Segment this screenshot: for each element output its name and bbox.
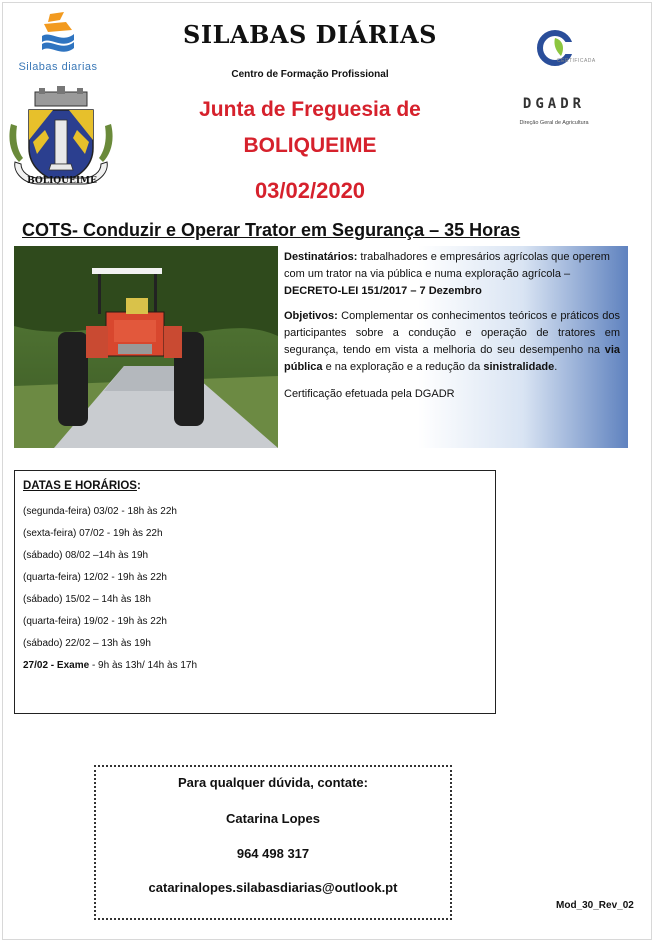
silabas-logo-caption: Silabas diarias [18, 61, 98, 73]
recipients-text: trabalhadores e empresários agrícolas que operem com um trator na via pública e numa exploração agrícola – [284, 251, 610, 280]
dgadr-caption: Direção Geral de Agricultura [519, 120, 589, 126]
parish-name-line2: BOLIQUEIME [243, 134, 377, 157]
parish-name-line1: Junta de Freguesia de [199, 98, 421, 121]
info-panel [284, 249, 620, 403]
schedule-item: (quarta-feira) 19/02 - 19h às 22h [23, 616, 167, 627]
schedule-title [23, 480, 141, 492]
silabas-diarias-logo [8, 10, 108, 72]
certification-logo [535, 28, 601, 72]
certification-note: Certificação efetuada pela DGADR [284, 388, 455, 400]
brand-title: SILABAS DIÁRIAS [183, 20, 437, 49]
contact-phone[interactable]: 964 498 317 [236, 846, 310, 861]
recipients-paragraph [284, 249, 620, 300]
dgadr-logo [500, 96, 608, 126]
crest-caption: BOLIQUEIME [27, 176, 97, 186]
schedule-item: (sexta-feira) 07/02 - 19h às 22h [23, 528, 163, 539]
objectives-bold-1: via pública [284, 344, 620, 373]
exam-label: 27/02 - Exame [23, 660, 90, 671]
tractor-photo [14, 246, 278, 448]
document-reference-code: Mod_30_Rev_02 [556, 900, 634, 911]
boliqueime-crest [5, 84, 117, 196]
schedule-item: (segunda-feira) 03/02 - 18h às 22h [23, 506, 177, 517]
schedule-item: (sábado) 22/02 – 13h às 19h [23, 638, 151, 649]
objectives-label: Objetivos: [284, 310, 338, 322]
objectives-bold-2: sinistralidade [483, 361, 555, 373]
dgadr-mark: DGADR [522, 96, 586, 112]
objectives-paragraph [284, 308, 620, 376]
schedule-list [23, 506, 197, 682]
contact-email[interactable]: catarinalopes.silabasdiarias@outlook.pt [148, 880, 398, 895]
schedule-title-suffix: : [136, 480, 141, 492]
tractor-image-icon [14, 246, 278, 448]
silabas-logo-icon [36, 10, 80, 56]
course-title: COTS- Conduzir e Operar Trator em Segurança – 35 Horas [22, 220, 521, 240]
contact-name: Catarina Lopes [226, 811, 320, 826]
schedule-item: (sábado) 08/02 –14h às 19h [23, 550, 149, 561]
decree-reference: DECRETO-LEI 151/2017 – 7 Dezembro [284, 285, 482, 297]
course-date: 03/02/2020 [254, 178, 366, 203]
schedule-item: (sábado) 15/02 – 14h às 18h [23, 594, 151, 605]
schedule-item: (quarta-feira) 12/02 - 19h às 22h [23, 572, 167, 583]
exam-time: - 9h às 13h/ 14h às 17h [89, 660, 198, 671]
training-center-subtitle: Centro de Formação Profissional [231, 69, 389, 80]
certification-caption: CERTIFICADA [557, 58, 596, 64]
contact-heading: Para qualquer dúvida, contate: [178, 775, 368, 790]
objectives-text-2: e na exploração e a redução da [322, 361, 484, 373]
schedule-exam-item [23, 660, 197, 682]
recipients-label: Destinatários: [284, 251, 358, 263]
objectives-text-3: . [554, 361, 558, 373]
objectives-text-1: Complementar os conhecimentos teóricos e práticos dos participantes sobre a condução e operação de tratores em segurança, tendo em vista a melhoria do seu desempenho na [284, 310, 620, 356]
contact-box [94, 765, 452, 920]
schedule-title-text: DATAS E HORÁRIOS [23, 480, 137, 492]
schedule-box [14, 470, 496, 714]
